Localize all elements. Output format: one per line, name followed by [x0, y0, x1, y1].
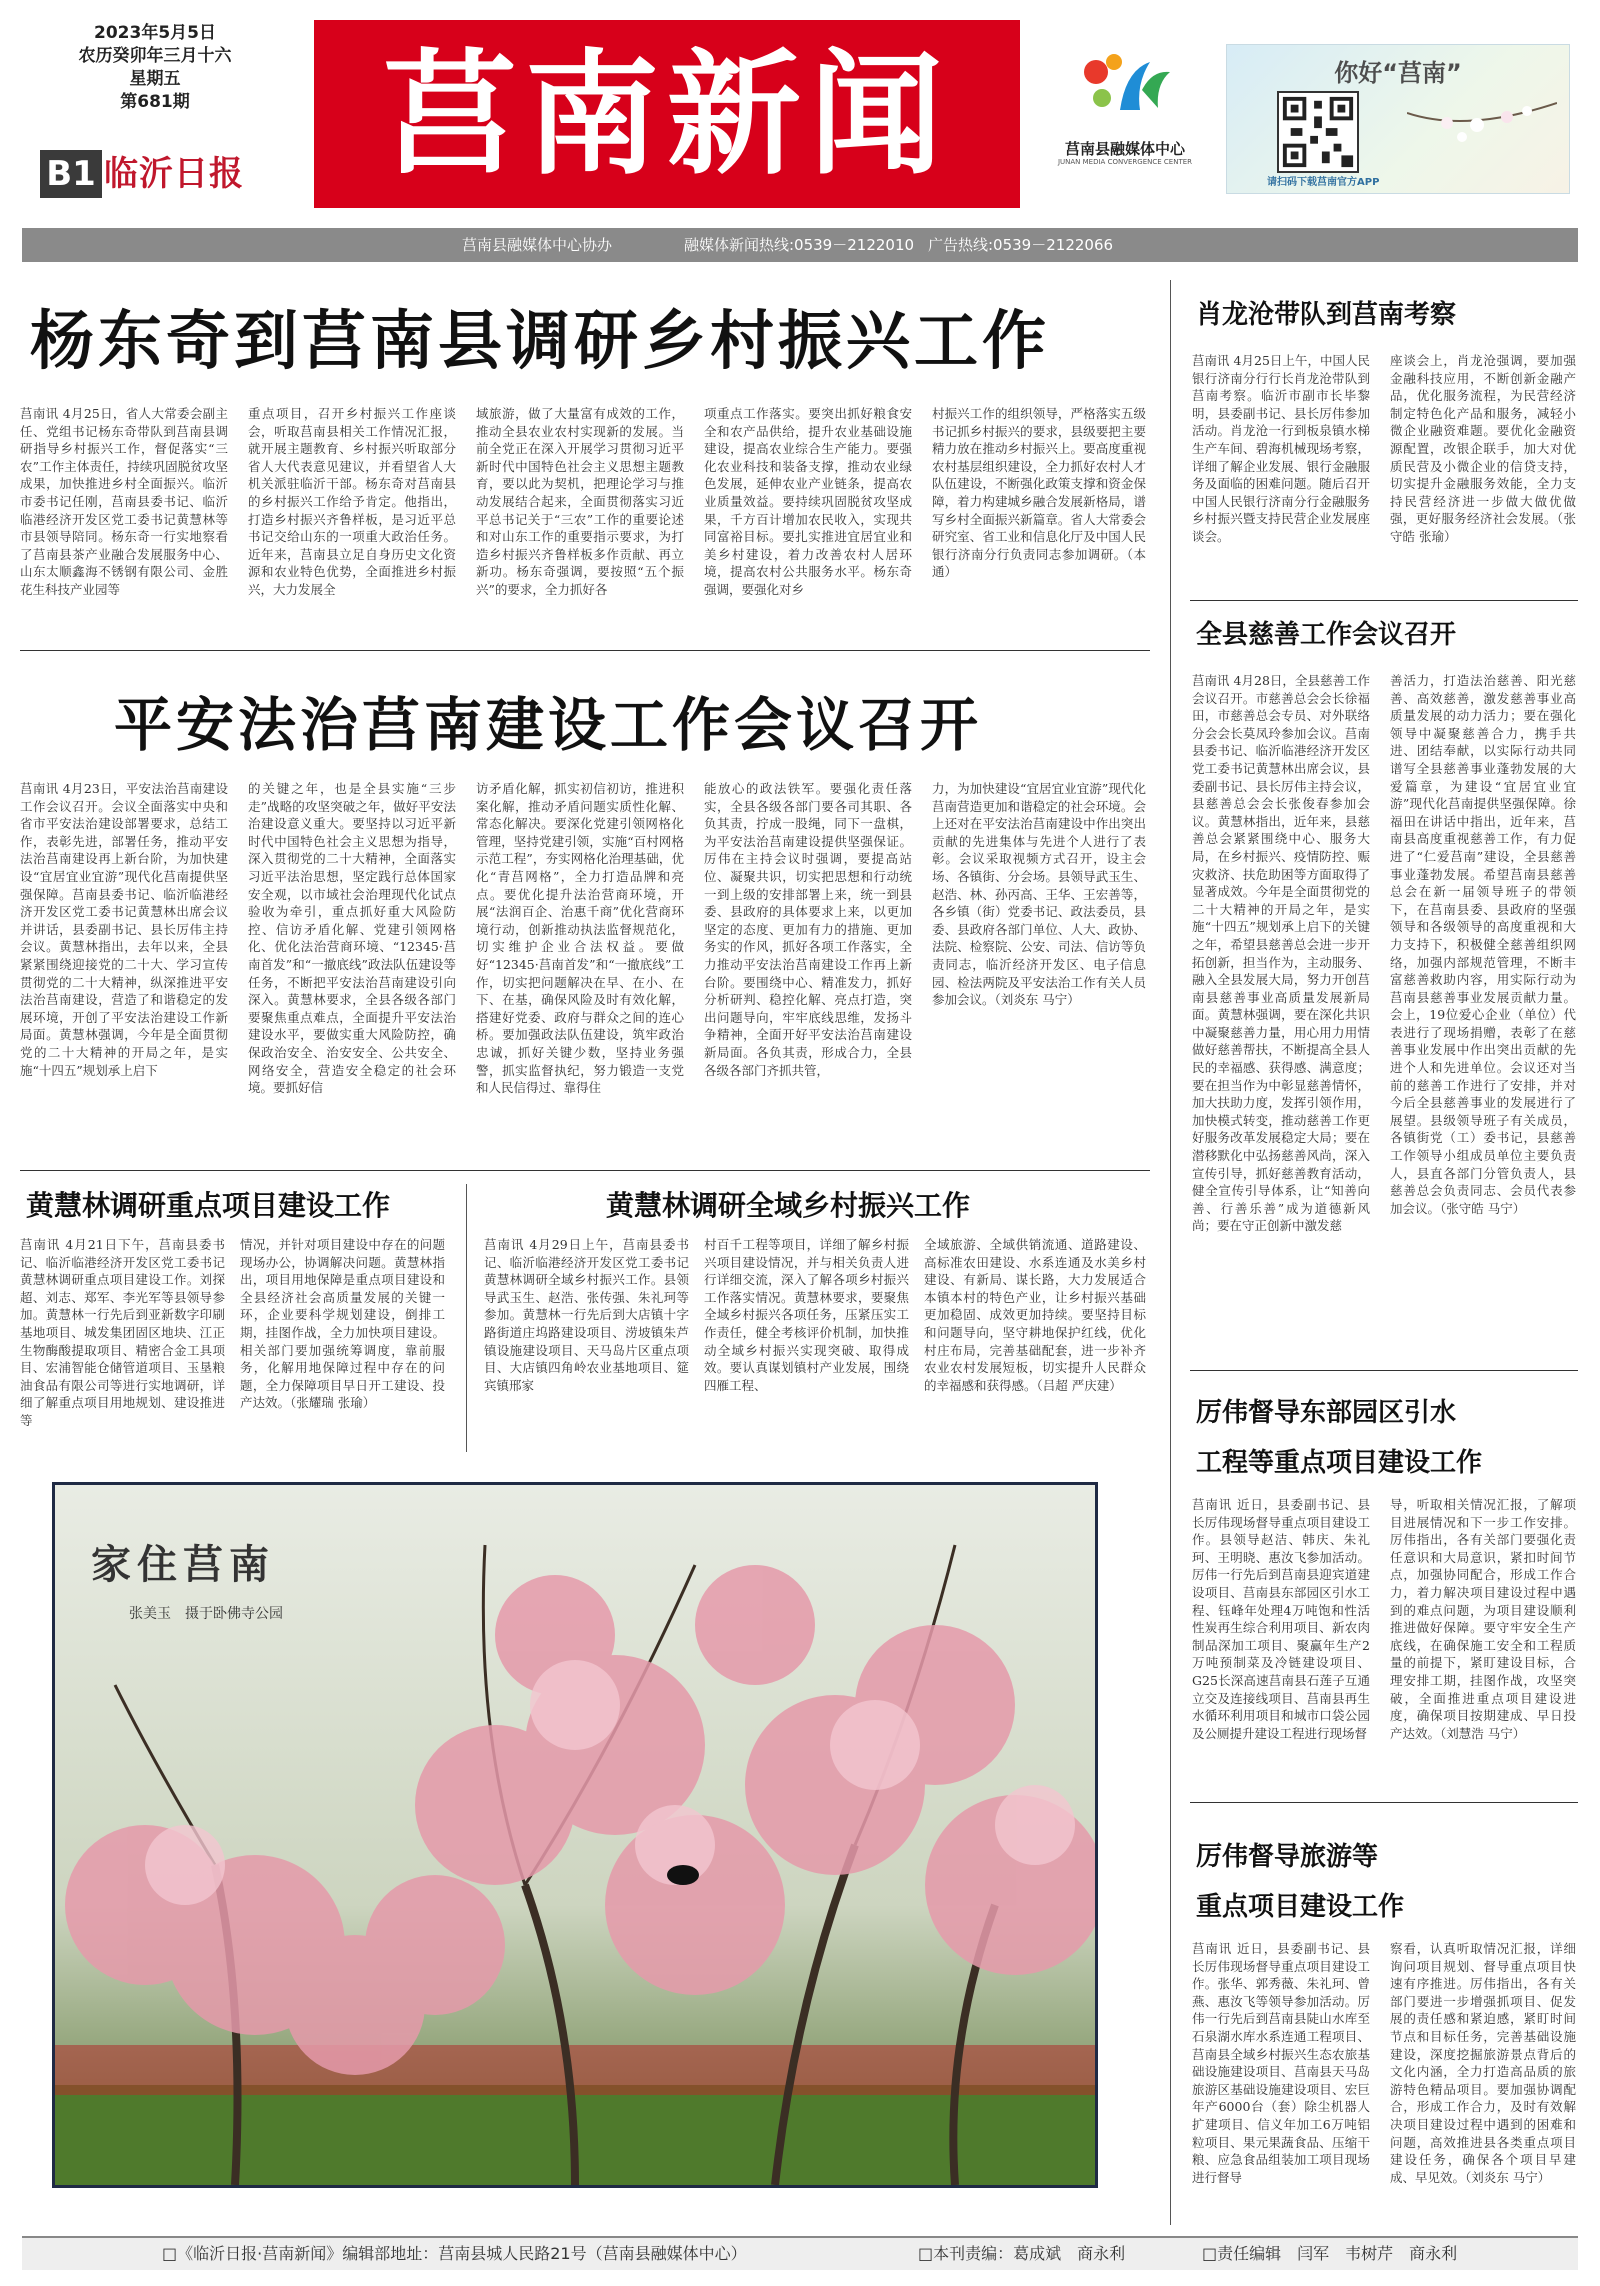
issue-date-block	[60, 22, 250, 114]
photo-caption: 张美玉 摄于卧佛寺公园	[129, 1606, 283, 1622]
ad-hotline: 广告热线:0539－2122066	[928, 236, 1114, 254]
article-headline: 重点项目建设工作	[1196, 1892, 1405, 1922]
editorial-address: □《临沂日报·莒南新闻》编辑部地址：莒南县城人民路21号（莒南县融媒体中心）	[162, 2244, 747, 2263]
section-divider	[1190, 1802, 1578, 1803]
info-bar	[22, 228, 1578, 262]
article-headline: 厉伟督导旅游等	[1196, 1842, 1379, 1872]
weekday: 星期五	[129, 69, 181, 89]
issue-date: 2023年5月5日	[94, 23, 216, 43]
article-column: 莒南讯 近日，县委副书记、县长厉伟现场督导重点项目建设工作。县领导赵洁、韩庆、朱礼珂、王明晓、惠汝飞参加活动。厉伟一行先后到莒南县迎宾道建设项目、莒南县东部园区引水工程、钰峰年处理4万吨饱和性活性炭再生综合利用项目、新农肉制品深加工项目、聚赢年生产2万吨预制菜及冷链建设项目、G25长深高速莒南县石莲子互通立交及连接线项目、莒南县再生水循环利用项目和城市口袋公园及公厕提升建设工程进行现场督	[1192, 1497, 1370, 1741]
article-column: 访矛盾化解，抓实初信初访，推进积案化解，推动矛盾问题实质性化解、常态化解决。要深化党建引领网格化管理，坚持党建引领，实施“百村网格示范工程”，夯实网格化治理基础，优化“青莒网格”，全力打造品牌和亮点。要优化提升法治营商环境，开展“法润百企、治惠千商”优化营商环境行动，创新推动执法监督规范化，切实维护企业合法权益。要做好“12345·莒南首发”和“一撤底线”工作，切实把问题解决在早、在小、在下、在基，确保风险及时有效化解，搭建好党委、政府与群众之间的连心桥。要加强政法队伍建设，筑牢政治忠诚，抓好关键少数，坚持业务强警，抓实监督执纪，努力锻造一支党和人民信得过、靠得住	[476, 781, 684, 1096]
article-headline: 肖龙沧带队到莒南考察	[1196, 300, 1457, 330]
article-column: 莒南讯 4月25日，省人大常委会副主任、党组书记杨东奇带队到莒南县调研指导乡村振兴工作，督促落实“三农”工作主体责任，持续巩固脱贫攻坚成果，加快推进乡村全面振兴。临沂市委书记任刚，莒南县委书记、临沂临港经济开发区党工委书记黄慧林等市县领导陪同。杨东奇一行实地察看了莒南县茶产业融合发展服务中心、山东太顺鑫海不锈钢有限公司、金胜花生科技产业园等	[20, 406, 228, 597]
section-divider	[1190, 1370, 1578, 1371]
media-center-logo	[1040, 50, 1210, 170]
section-divider	[20, 650, 1150, 651]
article-column: 能放心的政法铁军。要强化责任落实，全县各级各部门要各司其职、各负其责，拧成一股绳，同下一盘棋，为平安法治莒南建设提供坚强保证。厉伟在主持会议时强调，要提高站位、凝聚共识，切实把思想和行动统一到上级的安排部署上来，统一到县委、县政府的具体要求上来，以更加坚定的态度、更加有力的措施、更加务实的作风，抓好各项工作落实，全力推动平安法治莒南建设工作再上新台阶。要围绕中心、精准发力，抓好分析研判、稳控化解、亮点打造，突出问题导向，牢牢底线思维，发扬斗争精神，全面开好平安法治莒南建设新局面。各负其责，形成合力，全县各级各部门齐抓共管，	[704, 781, 912, 1078]
article-column: 域旅游，做了大量富有成效的工作，推动全县农业农村实现新的发展。当前全党正在深入开展学习贯彻习近平新时代中国特色社会主义思想主题教育，要以此为契机，把理论学习与推动发展结合起来，全面贯彻落实习近平总书记关于“三农”工作的重要论述和对山东工作的重要指示要求，为打造乡村振兴齐鲁样板多作贡献、再立新功。杨东奇强调，要按照“五个振兴”的要求，全力抓好各	[476, 406, 684, 597]
article-headline: 黄慧林调研全域乡村振兴工作	[606, 1189, 971, 1222]
article-headline: 厉伟督导东部园区引水	[1196, 1398, 1457, 1428]
promo-caption: 请扫码下载莒南官方APP	[1267, 177, 1380, 188]
chief-editor: □本刊责编：葛成斌 商永利	[918, 2244, 1126, 2263]
article-column: 项重点工作落实。要突出抓好粮食安全和农产品供给，提升农业基础设施建设，提高农业综合生产能力。要强化农业科技和装备支撑，推动农业绿色发展，延伸农业产业链条，提高农业质量效益。要持续巩固脱贫攻坚成果，千方百计增加农民收入，实现共同富裕目标。要扎实推进宜居宜业和美乡村建设，着力改善农村人居环境，提高农村公共服务水平。杨东奇强调，要强化对乡	[704, 406, 912, 597]
article-column: 莒南讯 近日，县委副书记、县长厉伟现场督导重点项目建设工作。张华、郭秀薇、朱礼珂、曾燕、惠汝飞等领导参加活动。厉伟一行先后到莒南县陡山水库至石泉湖水库水系连通工程项目、莒南县全域乡村振兴生态农旅基础设施建设项目、莒南县天马岛旅游区基础设施建设项目、宏巨年产6000台（套）除尘机器人扩建项目、信义年加工6万吨铝粒项目、果元果蔬食品、压缩干粮、应急食品组装加工项目现场进行督导	[1192, 1941, 1370, 2185]
feature-photo	[52, 1482, 1098, 2188]
article-column: 察看，认真听取情况汇报，详细询问项目规划、督导重点项目快速有序推进。厉伟指出，各有关部门要进一步增强抓项目、促发展的责任感和紧迫感，紧盯时间节点和目标任务，完善基础设施建设，深度挖掘旅游景点背后的文化内涵，全力打造高品质的旅游特色精品项目。要加强协调配合，形成工作合力，及时有效解决项目建设过程中遇到的困难和问题，高效推进县各类重点项目建设任务，确保各个项目早建成、早见效。（刘炎东 马宁）	[1390, 1941, 1576, 2185]
article-column: 的关键之年，也是全县实施“三步走”战略的攻坚突破之年，做好平安法治建设意义重大。要坚持以习近平新时代中国特色社会主义思想为指导，深入贯彻党的二十大精神，全面落实习近平法治思想，坚定践行总体国家安全观，以市域社会治理现代化试点验收为牵引，重点抓好重大风险防控、信访矛盾化解、党建引领网格化、优化法治营商环境、“12345·莒南首发”和“一撤底线”政法队伍建设等任务，不断把平安法治莒南建设引向深入。黄慧林要求，全县各级各部门要聚焦重点难点，全面提升平安法治建设水平，要做实重大风险防控，确保政治安全、治安安全、公共安全、网络安全，营造安全稳定的社会环境。要抓好信	[248, 781, 456, 1096]
article-column: 善活力，打造法治慈善、阳光慈善、高效慈善，激发慈善事业高质量发展的动力活力；要在强化领导中凝聚慈善合力，携手共进、团结奉献，以实际行动共同谱写全县慈善事业蓬勃发展的大爱篇章，为建设“宜居宜业宜游”现代化莒南提供坚强保障。徐福田在讲话中指出，近年来，莒南县高度重视慈善工作，有力促进了“仁爱莒南”建设，全县慈善事业蓬勃发展。希望莒南县慈善总会在新一届领导班子的带领下，在莒南县委、县政府的坚强领导和各级领导的高度重视和大力支持下，积极健全慈善组织网络，加强内部规范管理，不断丰富慈善救助内容，用实际行动为莒南县慈善事业发展贡献力量。会上，19位爱心企业（单位）代表进行了现场捐赠，表彰了在慈善事业发展中作出突出贡献的先进个人和先进单位。会议还对当前的慈善工作进行了安排，并对今后全县慈善事业的发展进行了展望。县级领导班子有关成员，各镇街党（工）委书记，县慈善工作领导小组成员单位主要负责人，县直各部门分管负责人，县慈善总会负责同志、会员代表参加会议。（张守皓 马宁）	[1390, 673, 1576, 1216]
photo-title: 家住莒南	[91, 1541, 275, 1588]
column-divider	[466, 1184, 467, 1452]
news-hotline: 融媒体新闻热线:0539－2122010	[684, 236, 915, 254]
article-column: 莒南讯 4月25日上午，中国人民银行济南分行行长肖龙沧带队到莒南考察。临沂市副市长毕黎明，县委副书记、县长厉伟参加活动。肖龙沧一行到板泉镇水梯生产车间、碧海机械现场考察，详细了解企业发展、银行金融服务及面临的困难问题。随后召开中国人民银行济南分行金融服务乡村振兴暨支持民营企业发展座谈会。	[1192, 353, 1370, 544]
column-divider	[1170, 280, 1171, 2225]
article-column: 重点项目，召开乡村振兴工作座谈会，听取莒南县相关工作情况汇报，就开展主题教育、乡村振兴听取部分省人大代表意见建议，并看望省人大机关派驻临沂干部。杨东奇对莒南县的乡村振兴工作给予肯定。他指出，打造乡村振兴齐鲁样板，是习近平总书记交给山东的一项重大政治任务。近年来，莒南县立足自身历史文化资源和农业特色优势，全面推进乡村振兴，大力发展全	[248, 406, 456, 597]
article-column: 莒南讯 4月23日，平安法治莒南建设工作会议召开。会议全面落实中央和省市平安法治建设部署要求，总结工作，表彰先进，部署任务，推动平安法治莒南建设再上新台阶，为加快建设“宜居宜业宜游”现代化莒南提供坚强保障。莒南县委书记、临沂临港经济开发区党工委书记黄慧林出席会议并讲话，县委副书记、县长厉伟主持会议。黄慧林指出，去年以来，全县紧紧围绕迎接党的二十大、学习宣传贯彻党的二十大精神，纵深推进平安法治莒南建设，营造了和谐稳定的发展环境，开创了平安法治建设工作新局面。黄慧林强调，今年是全面贯彻党的二十大精神的开局之年，是实施“十四五”规划承上启下	[20, 781, 228, 1078]
article-column: 力，为加快建设“宜居宜业宜游”现代化莒南营造更加和谐稳定的社会环境。会上还对在平安法治莒南建设中作出突出贡献的先进集体与先进个人进行了表彰。会议采取视频方式召开，设主会场、各镇街、分会场。县领导武玉生、赵浩、林、孙丙高、王华、王宏善等，各乡镇（街）党委书记、政法委员，县委、县政府各部门单位、人大、政协、法院、检察院、公安、司法、信访等负责同志，临沂经济开发区、电子信息园、检法两院及平安法治工作有关人员参加会议。（刘炎东 马宁）	[932, 781, 1146, 1008]
media-center-name: 莒南县融媒体中心	[1064, 140, 1185, 158]
article-column: 莒南讯 4月21日下午，莒南县委书记、临沂临港经济开发区党工委书记黄慧林调研重点项目建设工作。刘探超、刘志、郑军、李光军等县领导参加。黄慧林一行先后到亚新数字印刷基地项目、城发集团固区地块、江正生物酶酸提取项目、精密合金工具项目、宏浦智能仓储管道项目、玉垦粮油食品有限公司等进行实地调研，详细了解重点项目用地规划、建设推进等	[20, 1237, 225, 1428]
article-headline: 全县慈善工作会议召开	[1196, 620, 1457, 650]
article-column: 村振兴工作的组织领导，严格落实五级书记抓乡村振兴的要求，县级要把主要精力放在推动乡村振兴上。要高度重视农村基层组织建设，全力抓好农村人才队伍建设，不断强化政策支撑和资金保障，着力构建城乡融合发展新格局，谱写乡村全面振兴新篇章。省人大常委会研究室、省工业和信息化厅及中国人民银行济南分行负责同志参加调研。（本通）	[932, 406, 1146, 580]
promo-title: 你好“莒南”	[1334, 59, 1462, 87]
cherry-blossom-photo	[55, 1485, 1095, 2185]
responsible-editor: □责任编辑 闫军 韦树芹 商永利	[1202, 2244, 1458, 2263]
section-divider	[1190, 600, 1578, 601]
media-center-logo-icon	[1080, 50, 1172, 120]
newspaper-flag: 莒南新闻	[314, 20, 1020, 208]
article-column: 村百千工程等项目，详细了解乡村振兴项目建设情况，并与相关负责人进行详细交流，深入了解各项乡村振兴工作落实情况。黄慧林要求，要聚焦全域乡村振兴各项任务，压紧压实工作责任，健全考核评价机制，加快推动全域乡村振兴实现突破、取得成效。要认真谋划镇村产业发展，围绕四雁工程、	[704, 1237, 909, 1393]
page-code: B1	[40, 150, 102, 198]
article-column: 情况，并针对项目建设中存在的问题现场办公，协调解决问题。黄慧林指出，项目用地保障是重点项目建设和全县经济社会高质量发展的关键一环，企业要科学规划建设，倒排工期，挂图作战，全力加快项目建设。相关部门要加强统筹调度，靠前服务，化解用地保障过程中存在的问题，全力保障项目早日开工建设、投产达效。（张耀瑞 张瑜）	[240, 1237, 445, 1411]
article-headline: 平安法治莒南建设工作会议召开	[114, 691, 983, 759]
article-headline: 黄慧林调研重点项目建设工作	[26, 1189, 391, 1222]
qr-code-icon[interactable]	[1277, 91, 1359, 173]
footer-bar	[22, 2236, 1578, 2270]
paper-name: 临沂日报	[104, 154, 244, 194]
article-column: 导，听取相关情况汇报，了解项目进展情况和下一步工作安排。厉伟指出，各有关部门要强化责任意识和大局意识，紧扣时间节点，加强协同配合，形成工作合力，着力解决项目建设过程中遇到的难点问题，为项目建设顺利推进做好保障。要守牢安全生产底线，在确保施工安全和工程质量的前提下，紧盯建设目标，合理安排工期，挂图作战，攻坚突破，全面推进重点项目建设进度，确保项目按期建成、早日投产达效。（刘慧浩 马宁）	[1390, 1497, 1576, 1741]
article-column: 座谈会上，肖龙沧强调，要加强金融科技应用，不断创新金融产品，优化服务流程，为民营经济制定特色化产品和服务，减轻小微企业融资难题。要优化金融资源配置，改银企联手，加大对优质民营及小微企业的信贷支持，切实提升金融服务效能，全力支持民营经济进一步做大做优做强，更好服务经济社会发展。（张守皓 张瑜）	[1390, 353, 1576, 544]
issue-number: 第681期	[120, 92, 190, 112]
article-headline: 工程等重点项目建设工作	[1196, 1448, 1483, 1478]
sponsor-text: 莒南县融媒体中心协办	[462, 236, 613, 254]
article-column: 莒南讯 4月28日，全县慈善工作会议召开。市慈善总会会长徐福田，市慈善总会专员、对外联络分会会长莫凤玲参加会议。莒南县委书记、临沂临港经济开发区党工委书记黄慧林出席会议，县委副书记、县长厉伟主持会议，县慈善总会会长张俊春参加会议。黄慧林指出，近年来，县慈善总会紧紧围绕中心、服务大局，在乡村振兴、疫情防控、赈灾救济、扶危助困等方面取得了显著成效。今年是全面贯彻党的二十大精神的开局之年，是实施“十四五”规划承上启下的关键之年，希望县慈善总会进一步开拓创新，担当作为，主动服务、融入全县发展大局，努力开创莒南县慈善事业高质量发展新局面。黄慧林强调，要在深化共识中凝聚慈善力量，用心用力用情做好慈善帮扶，不断提高全县人民的幸福感、获得感、满意度；要在担当作为中彰显慈善情怀，加大扶助力度，发挥引领作用，加快模式转变，推动慈善工作更好服务改革发展稳定大局；要在潜移默化中弘扬慈善风尚，深入宣传引导，抓好慈善教育活动，健全宣传引导体系，让“知善向善、行善乐善”成为道德新风尚；要在守正创新中激发慈	[1192, 673, 1370, 1234]
lunar-date: 农历癸卯年三月十六	[78, 46, 232, 66]
media-center-name-en: JUNAN MEDIA CONVERGENCE CENTER	[1057, 158, 1193, 166]
article-headline: 杨东奇到莒南县调研乡村振兴工作	[30, 304, 1050, 379]
section-divider	[20, 1170, 1150, 1171]
blossom-branch-icon	[1407, 93, 1557, 183]
article-column: 莒南讯 4月29日上午，莒南县委书记、临沂临港经济开发区党工委书记黄慧林调研全域乡村振兴工作。县领导武玉生、赵浩、张传强、朱礼珂等参加。黄慧林一行先后到大店镇十字路街道庄坞路建设项目、涝坡镇朱芦镇设施建设项目、天马岛片区重点项目、大店镇四角岭农业基地项目、筵宾镇邢家	[484, 1237, 689, 1393]
article-column: 全域旅游、全域供销流通、道路建设、高标准农田建设、水系连通及水美乡村建设、有新局、谋长路，大力发展适合本镇本村的特色产业，让乡村振兴基础更加稳固、成效更加持续。要坚持目标和问题导向，坚守耕地保护红线，优化村庄布局，完善基础配套，进一步补齐农业农村发展短板，切实提升人民群众的幸福感和获得感。（吕超 严庆建）	[924, 1237, 1146, 1393]
app-promo-banner[interactable]	[1226, 44, 1570, 194]
